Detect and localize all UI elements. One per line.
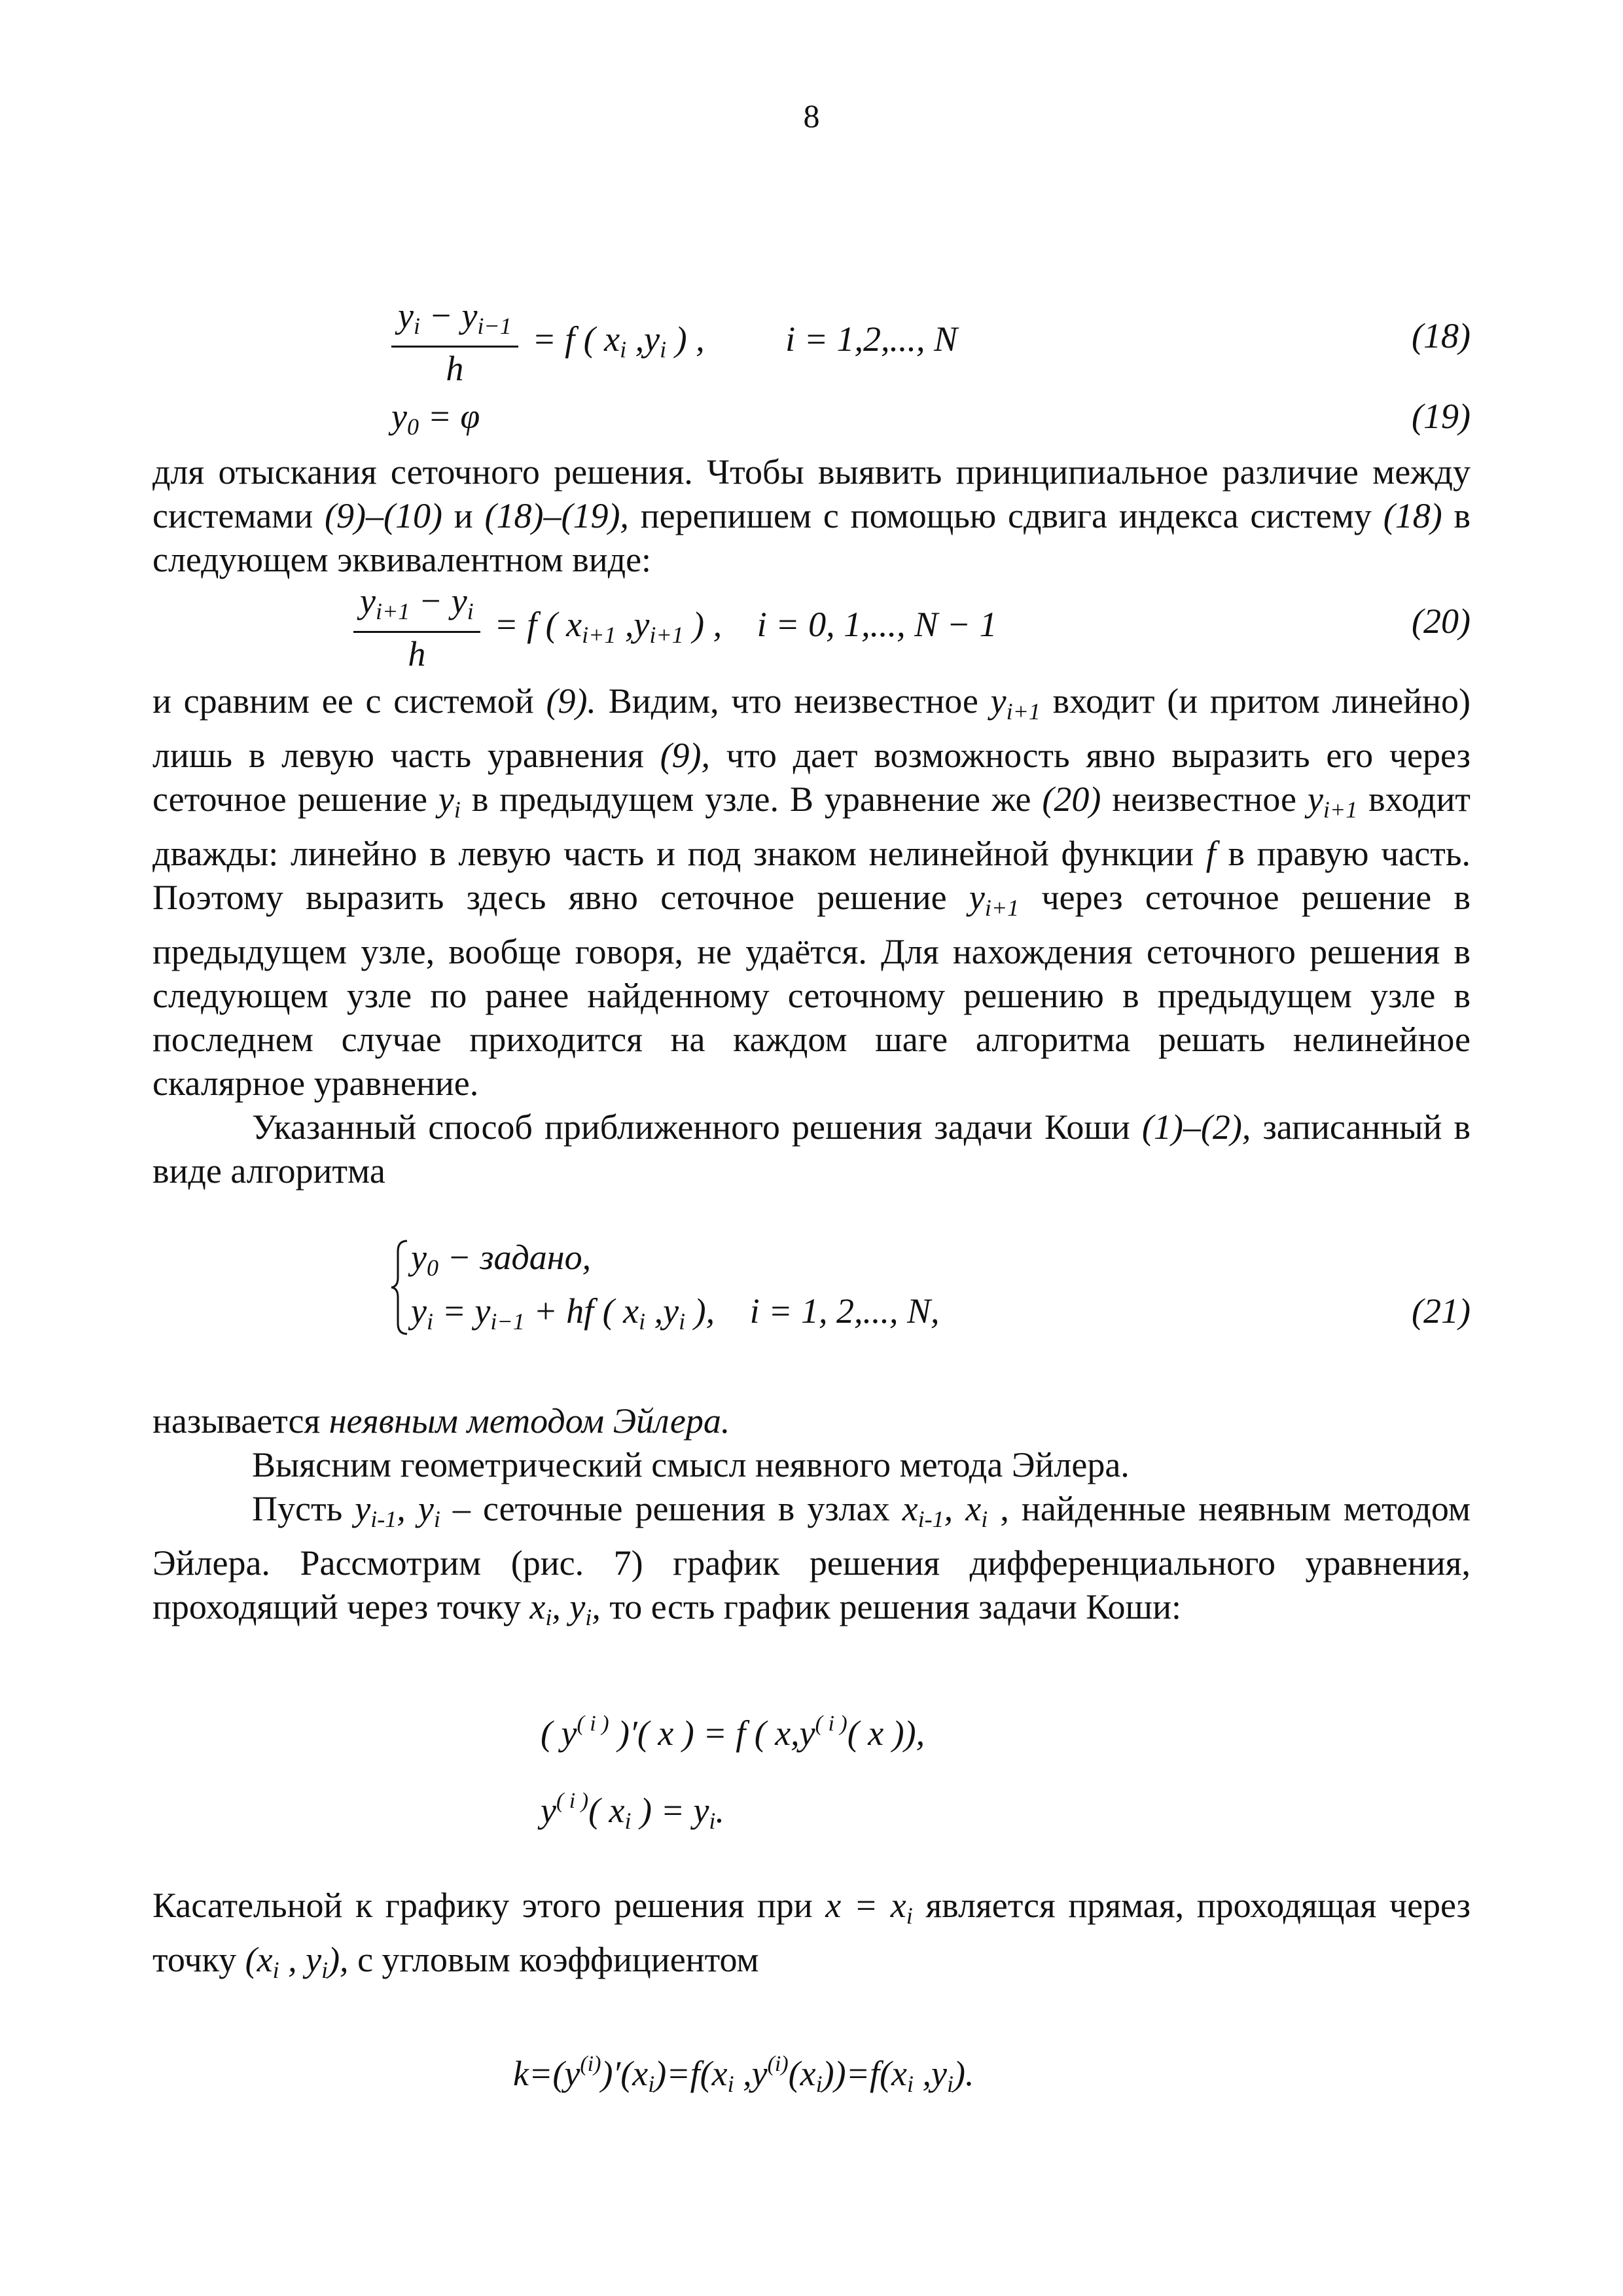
paragraph: для отыскания сеточного решения. Чтобы выявить принципиальное различие между системами (9)–(10) и (18)–(19), перепишем с помощью сдвига индекса систему (18) в следующем эквивалентном виде: bbox=[152, 452, 1471, 579]
equation-number-19: (19) bbox=[1412, 397, 1471, 436]
system-brace bbox=[390, 1238, 410, 1336]
paragraph: и сравним ее с системой (9). Видим, что неизвестное $y_{i+1}$ входит (и притом линейно) лишь в левую часть уравнения (9), что дает возможность явно выразить его через сеточное решение $y_i$ в предыдущем узле. В уравнение же (20) неизвестное $y_{i+1}$ входит дважды: линейно в левую часть и под знаком нелинейной функции f в правую часть. Поэтому выразить здесь явно сеточное решение $y_{i+1}$ через сеточное решение в предыдущем узле, вообще говоря, не удаётся. Для нахождения сеточного решения в следующем узле по ранее найденному сеточному решению в предыдущем узле в последнем случае приходится на каждом шаге алгоритма решать нелинейное скалярное уравнение. bbox=[152, 681, 1471, 1103]
system-line-2: $y_i = y_{i-1}$ + hf ( $x_i$ $,y_i$ ), i = 1, 2,..., N, bbox=[411, 1291, 940, 1335]
equation-18: $\frac{y_i - y_{i-1}}{h}$ = f ( $x_i$ $,y_i$ ) , i = 1,2,..., N bbox=[391, 296, 957, 389]
equation-number-20: (20) bbox=[1412, 601, 1471, 641]
paragraph-block-2 bbox=[152, 679, 1471, 1193]
paragraph: называется неявным методом Эйлера. bbox=[152, 1401, 730, 1441]
paragraph-block-1 bbox=[152, 450, 1471, 582]
paragraph: Пусть $y_{i-1}$, $y_i$ – сеточные решения в узлах $x_{i-1}$, $x_i$ , найденные неявным методом Эйлера. Рассмотрим (рис. 7) график решения дифференциального уравнения, проходящий через точку $x_i$, $y_i$, то есть график решения задачи Коши: bbox=[152, 1489, 1471, 1630]
system-line-1: $y_0$ − задано, bbox=[411, 1238, 592, 1281]
page-number: 8 bbox=[803, 98, 820, 134]
fraction: $\frac{y_i - y_{i-1}}{h}$ bbox=[391, 296, 518, 389]
fraction: $\frac{y_{i+1} - y_i}{h}$ bbox=[353, 581, 480, 675]
slope-equation: $k=(y^{(i)})'(x_i)=f(x_i$ $,y^{(i)}(x_i))=f(x_i$ $,y_i$). bbox=[513, 2052, 974, 2097]
paragraph: Касательной к графику этого решения при $x = x_i$ является прямая, проходящая через точку ($x_i$ , $y_i$), с угловым коэффициентом bbox=[152, 1886, 1471, 1983]
equation-20: $\frac{y_{i+1} - y_i}{h}$ = f ( $x_{i+1}$ $,y_{i+1}$ ) , i = 0, 1,..., N − 1 bbox=[353, 581, 997, 675]
paragraph: Указанный способ приближенного решения задачи Коши (1)–(2), записанный в виде алгоритма bbox=[152, 1107, 1471, 1191]
cauchy-problem-line-2: $y^{( i )}$( $x_i$ ) = $y_i$. bbox=[541, 1789, 724, 1834]
paragraph: Выясним геометрический смысл неявного метода Эйлера. bbox=[252, 1445, 1130, 1484]
cauchy-problem-line-1: ( $y^{( i )}$ )′( x ) = f ( $x,y^{( i )}$( x )), bbox=[541, 1712, 925, 1753]
paragraph-block-4 bbox=[152, 1884, 1471, 1992]
equation-19: $y_0 = \varphi$ bbox=[391, 397, 480, 440]
equation-number-21: (21) bbox=[1412, 1291, 1471, 1331]
paragraph-block-3 bbox=[152, 1399, 1471, 1640]
equation-number-18: (18) bbox=[1412, 316, 1471, 355]
